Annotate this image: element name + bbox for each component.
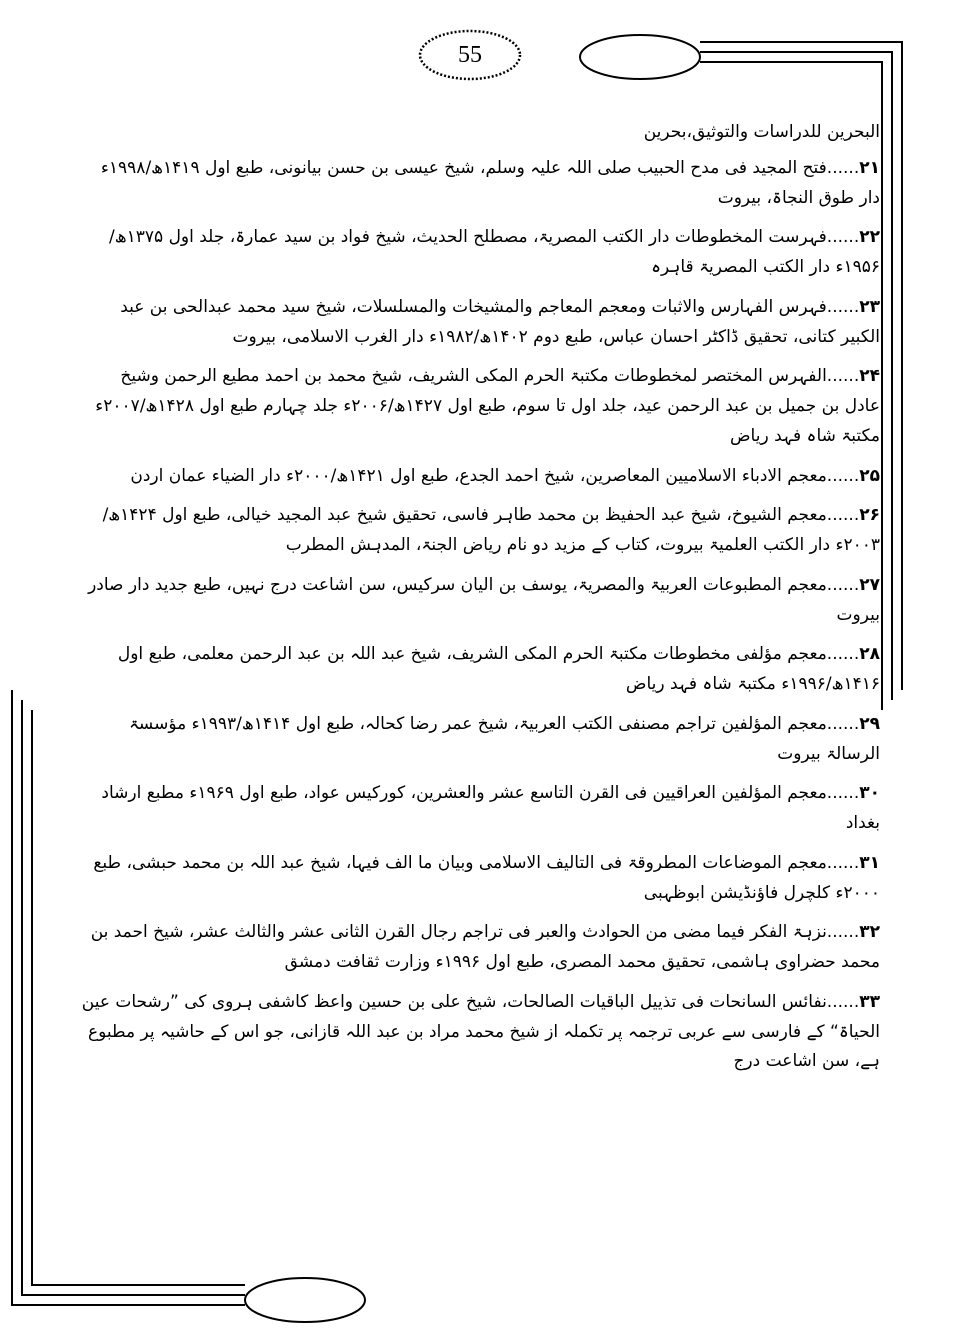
bottom-oval bbox=[245, 1278, 365, 1322]
list-item bbox=[80, 462, 880, 492]
list-item bbox=[80, 710, 880, 770]
entry-number: ۲۷ bbox=[859, 574, 880, 595]
entry-number: ۳۰ bbox=[859, 783, 880, 804]
entry-text: ......فہرس الفہارس والاثبات ومعجم المعاجم والمشیخات والمسلسلات، شیخ سید محمد عبدالحی بن عبد الکبیر کتانی، تحقیق ڈاکٹر احسان عباس، طبع دوم ۱۴۰۲ھ/۱۹۸۲ء دار الغرب الاسلامی، بیروت bbox=[120, 296, 880, 347]
list-item bbox=[80, 571, 880, 631]
entry-text: ......نزہۃ الفکر فیما مضی من الحوادث والعبر فی تراجم رجال القرن الثانی عشر والثالث عشر، شیخ احمد بن محمد حضراوی ہاشمی، تحقیق محمد المصری، طبع اول ۱۹۹۶ء وزارت ثقافت دمشق bbox=[90, 922, 880, 972]
top-right-oval bbox=[580, 35, 700, 79]
list-item bbox=[80, 154, 880, 214]
header-line: البحرین للدراسات والتوثیق،بحرین bbox=[643, 122, 880, 142]
entry-text: ......نفائس السانحات فی تذییل الباقیات الصالحات، شیخ علی بن حسین واعظ کاشفی ہروی کی ”رشحات عین الحیاۃ“ کے فارسی سے عربی ترجمہ پر تکملہ از شیخ محمد مراد بن عبد اللہ قازانی، جو اس کے حاشیہ پر مطبوع ہے، سن اشاعت درج bbox=[81, 991, 880, 1072]
entry-number: ۲۱ bbox=[859, 157, 880, 178]
entry-text: ......فتح المجید فی مدح الحبیب صلی اللہ علیہ وسلم، شیخ عیسی بن حسن بیانونی، طبع اول ۱۴۱۹ھ/۱۹۹۸ء دار طوق النجاۃ، بیروت bbox=[100, 157, 880, 208]
list-item bbox=[80, 223, 880, 283]
entry-number: ۳۲ bbox=[859, 922, 880, 943]
page-number: 55 bbox=[458, 41, 482, 68]
entry-number: ۲۵ bbox=[859, 465, 880, 486]
entry-text: ......معجم الموضاعات المطروقۃ فی التالیف الاسلامی وبیان ما الف فیہا، شیخ عبد اللہ بن محمد حبشی، طبع ۲۰۰۰ء کلچرل فاؤنڈیشن ابوظہبی bbox=[93, 852, 880, 903]
list-item bbox=[80, 501, 880, 561]
entry-number: ۳۳ bbox=[859, 991, 880, 1012]
entry-number: ۳۱ bbox=[859, 852, 880, 873]
list-item bbox=[80, 362, 880, 451]
entry-text: ......معجم الادباء الاسلامیین المعاصرین، شیخ احمد الجدع، طبع اول ۱۴۲۱ھ/۲۰۰۰ء دار الضیاء عمان اردن bbox=[130, 465, 860, 486]
entry-number: ۲۸ bbox=[859, 644, 880, 665]
entry-text: ......معجم الشیوخ، شیخ عبد الحفیظ بن محمد طاہر فاسی، تحقیق شیخ عبد المجید خیالی، طبع اول ۱۴۲۴ھ/۲۰۰۳ء دار الکتب العلمیۃ بیروت، کتاب کے مزید دو نام ریاض الجنۃ، المدہش المطرب bbox=[102, 505, 880, 555]
entry-number: ۲۲ bbox=[859, 227, 880, 248]
list-item bbox=[80, 293, 880, 353]
list-item bbox=[80, 849, 880, 909]
entry-number: ۲۳ bbox=[859, 296, 880, 317]
list-item bbox=[80, 779, 880, 839]
entry-number: ۲۶ bbox=[859, 505, 880, 526]
entry-number: ۲۹ bbox=[859, 713, 880, 734]
entry-text: ......الفہرس المختصر لمخطوطات مکتبۃ الحرم المکی الشریف، شیخ محمد بن احمد مطیع الرحمن وشیخ عادل بن جمیل بن عبد الرحمن عید، جلد اول تا سوم، طبع اول ۱۴۲۷ھ/۲۰۰۶ء جلد چہارم طبع اول ۱۴۲۸ھ/۲۰۰۷ء مکتبۃ شاہ فہد ریاض bbox=[95, 366, 880, 446]
entry-text: ......معجم المؤلفین العراقیین فی القرن التاسع عشر والعشرین، کورکیس عواد، طبع اول ۱۹۶۹ء مطبع ارشاد بغداد bbox=[101, 783, 880, 833]
bibliography-list bbox=[80, 118, 880, 1087]
list-item bbox=[80, 988, 880, 1077]
list-item bbox=[80, 918, 880, 978]
list-item bbox=[80, 640, 880, 700]
entry-number: ۲۴ bbox=[859, 366, 880, 387]
entry-text: ......فہرست المخطوطات دار الکتب المصریۃ، مصطلح الحدیث، شیخ فواد بن سید عمارۃ، جلد اول ۱۳۷۵ھ/۱۹۵۶ء دار الکتب المصریۃ قاہرہ bbox=[109, 227, 880, 277]
entry-text: ......معجم مؤلفی مخطوطات مکتبۃ الحرم المکی الشریف، شیخ عبد اللہ بن عبد الرحمن معلمی، طبع اول ۱۴۱۶ھ/۱۹۹۶ء مکتبۃ شاہ فہد ریاض bbox=[117, 644, 880, 694]
entry-text: ......معجم المطبوعات العربیۃ والمصریۃ، یوسف بن الیان سرکیس، سن اشاعت درج نہیں، طبع جدید دار صادر بیروت bbox=[88, 574, 880, 625]
entry-text: ......معجم المؤلفین تراجم مصنفی الکتب العربیۃ، شیخ عمر رضا کحالہ، طبع اول ۱۴۱۴ھ/۱۹۹۳ء مؤسسۃ الرسالۃ بیروت bbox=[128, 713, 880, 764]
